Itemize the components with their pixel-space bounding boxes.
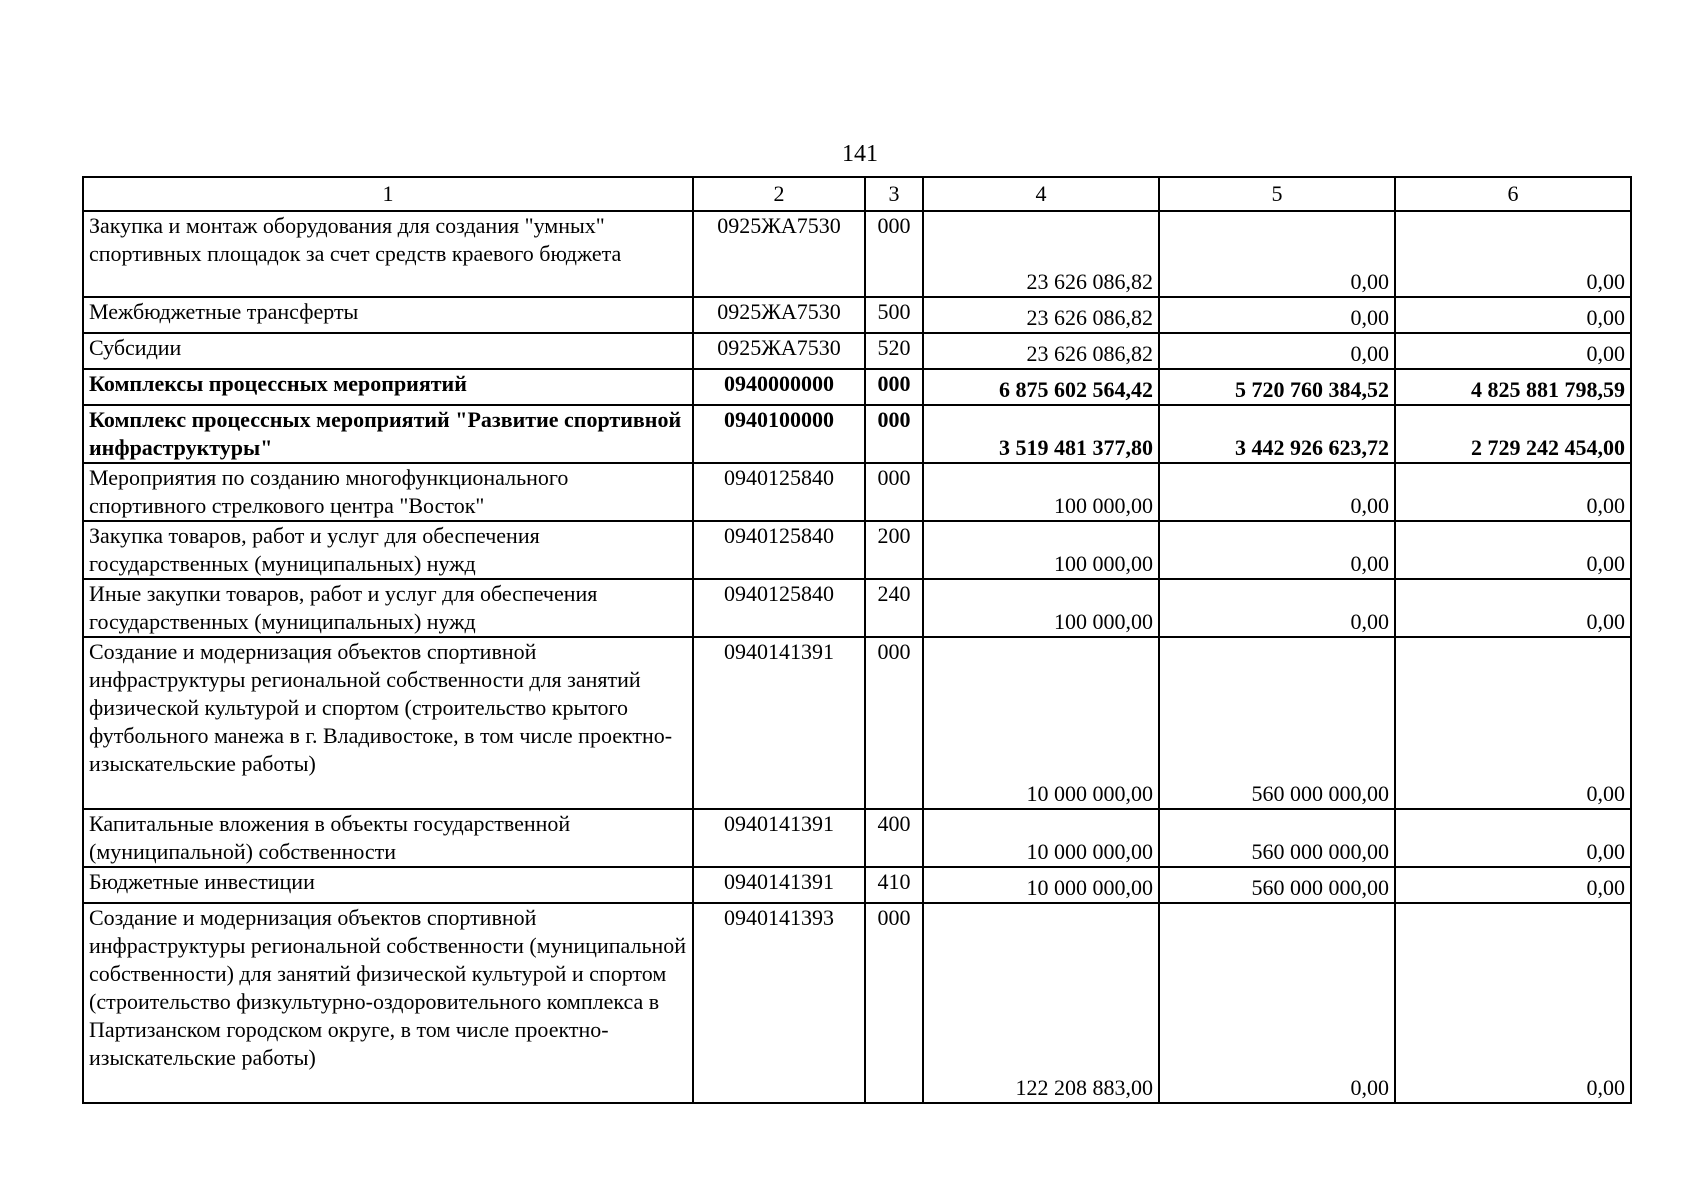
table-row [83, 463, 1631, 521]
row-type: 000 [865, 463, 923, 521]
row-type: 000 [865, 903, 923, 1103]
row-value-col6: 2 729 242 454,00 [1395, 405, 1631, 463]
row-name: Бюджетные инвестиции [83, 867, 693, 903]
row-type: 410 [865, 867, 923, 903]
row-name: Создание и модернизация объектов спортивной инфраструктуры региональной собственности для занятий физической культурой и спортом (строительство крытого футбольного манежа в г. Владивостоке, в том числе проектно-изыскательские работы) [83, 637, 693, 809]
page-number: 141 [842, 141, 878, 167]
row-name: Межбюджетные трансферты [83, 297, 693, 333]
row-code: 0940100000 [693, 405, 865, 463]
row-code: 0925ЖА7530 [693, 211, 865, 297]
row-code: 0940141391 [693, 867, 865, 903]
column-header: 5 [1159, 177, 1395, 211]
row-value-col4: 100 000,00 [923, 463, 1159, 521]
table-row [83, 637, 1631, 809]
row-value-col4: 100 000,00 [923, 579, 1159, 637]
row-value-col5: 560 000 000,00 [1159, 867, 1395, 903]
row-value-col6: 0,00 [1395, 903, 1631, 1103]
row-value-col4: 10 000 000,00 [923, 867, 1159, 903]
row-name: Комплексы процессных мероприятий [83, 369, 693, 405]
row-value-col5: 560 000 000,00 [1159, 637, 1395, 809]
table-row [83, 903, 1631, 1103]
row-value-col4: 100 000,00 [923, 521, 1159, 579]
row-name: Комплекс процессных мероприятий "Развитие спортивной инфраструктуры" [83, 405, 693, 463]
row-code: 0925ЖА7530 [693, 297, 865, 333]
row-code: 0940125840 [693, 521, 865, 579]
row-value-col5: 0,00 [1159, 521, 1395, 579]
row-type: 520 [865, 333, 923, 369]
row-value-col5: 3 442 926 623,72 [1159, 405, 1395, 463]
column-header: 1 [83, 177, 693, 211]
table-row [83, 809, 1631, 867]
row-type: 000 [865, 405, 923, 463]
row-type: 500 [865, 297, 923, 333]
column-header: 6 [1395, 177, 1631, 211]
row-value-col6: 0,00 [1395, 867, 1631, 903]
row-value-col6: 0,00 [1395, 521, 1631, 579]
row-type: 240 [865, 579, 923, 637]
row-value-col6: 0,00 [1395, 333, 1631, 369]
row-value-col6: 0,00 [1395, 809, 1631, 867]
row-code: 0940125840 [693, 579, 865, 637]
row-name: Капитальные вложения в объекты государственной (муниципальной) собственности [83, 809, 693, 867]
column-header: 4 [923, 177, 1159, 211]
row-value-col6: 0,00 [1395, 211, 1631, 297]
row-name: Иные закупки товаров, работ и услуг для обеспечения государственных (муниципальных) нужд [83, 579, 693, 637]
table-row [83, 867, 1631, 903]
row-value-col5: 0,00 [1159, 903, 1395, 1103]
row-code: 0940141391 [693, 637, 865, 809]
row-type: 000 [865, 211, 923, 297]
table-row [83, 211, 1631, 297]
table-row [83, 297, 1631, 333]
row-value-col6: 0,00 [1395, 579, 1631, 637]
row-value-col5: 5 720 760 384,52 [1159, 369, 1395, 405]
row-type: 400 [865, 809, 923, 867]
row-value-col4: 122 208 883,00 [923, 903, 1159, 1103]
row-value-col5: 0,00 [1159, 579, 1395, 637]
row-name: Создание и модернизация объектов спортивной инфраструктуры региональной собственности (муниципальной собственности) для занятий физической культурой и спортом (строительство физкультурно-оздоровительного комплекса в Партизанском городском округе, в том числе проектно-изыскательские работы) [83, 903, 693, 1103]
table-row [83, 405, 1631, 463]
row-value-col4: 23 626 086,82 [923, 297, 1159, 333]
column-header: 3 [865, 177, 923, 211]
row-value-col4: 3 519 481 377,80 [923, 405, 1159, 463]
row-code: 0925ЖА7530 [693, 333, 865, 369]
row-value-col4: 10 000 000,00 [923, 637, 1159, 809]
row-type: 000 [865, 369, 923, 405]
table-row [83, 579, 1631, 637]
row-value-col4: 10 000 000,00 [923, 809, 1159, 867]
row-code: 0940000000 [693, 369, 865, 405]
table-row [83, 369, 1631, 405]
row-value-col6: 0,00 [1395, 637, 1631, 809]
row-type: 200 [865, 521, 923, 579]
table-header-row [83, 177, 1631, 211]
row-name: Мероприятия по созданию многофункционального спортивного стрелкового центра "Восток" [83, 463, 693, 521]
row-value-col4: 23 626 086,82 [923, 333, 1159, 369]
row-code: 0940141391 [693, 809, 865, 867]
budget-table [82, 176, 1632, 1104]
row-value-col6: 0,00 [1395, 297, 1631, 333]
row-type: 000 [865, 637, 923, 809]
row-value-col4: 23 626 086,82 [923, 211, 1159, 297]
row-value-col5: 0,00 [1159, 297, 1395, 333]
row-value-col4: 6 875 602 564,42 [923, 369, 1159, 405]
row-name: Субсидии [83, 333, 693, 369]
table-row [83, 521, 1631, 579]
table-row [83, 333, 1631, 369]
row-name: Закупка и монтаж оборудования для создания "умных" спортивных площадок за счет средств краевого бюджета [83, 211, 693, 297]
row-value-col5: 560 000 000,00 [1159, 809, 1395, 867]
column-header: 2 [693, 177, 865, 211]
row-value-col6: 0,00 [1395, 463, 1631, 521]
row-code: 0940141393 [693, 903, 865, 1103]
row-value-col5: 0,00 [1159, 463, 1395, 521]
row-value-col6: 4 825 881 798,59 [1395, 369, 1631, 405]
row-value-col5: 0,00 [1159, 333, 1395, 369]
row-code: 0940125840 [693, 463, 865, 521]
row-value-col5: 0,00 [1159, 211, 1395, 297]
row-name: Закупка товаров, работ и услуг для обеспечения государственных (муниципальных) нужд [83, 521, 693, 579]
